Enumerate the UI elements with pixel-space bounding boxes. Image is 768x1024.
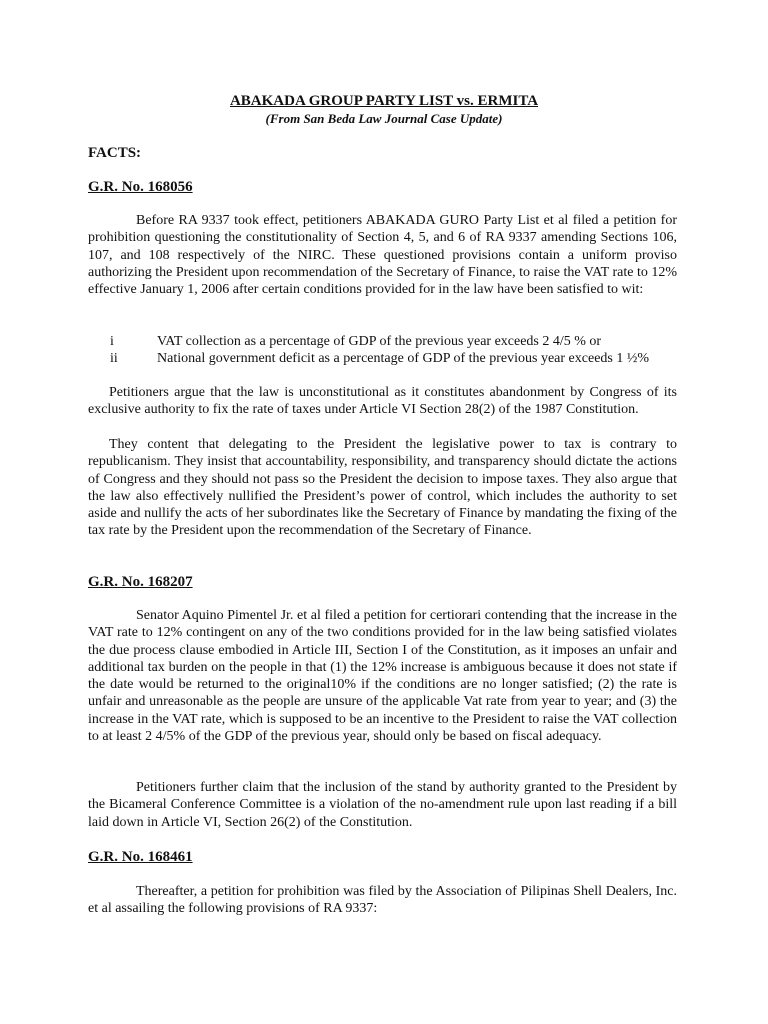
section-heading-168056: G.R. No. 168056 bbox=[88, 179, 193, 195]
facts-heading: FACTS: bbox=[88, 145, 142, 161]
paragraph: Thereafter, a petition for prohibition was filed by the Association of Pilipinas Shell Dealers, Inc. et al assailing the following provisions of RA 9337: bbox=[88, 884, 677, 917]
list-item bbox=[88, 333, 688, 350]
section-heading-168207: G.R. No. 168207 bbox=[88, 574, 193, 590]
paragraph: Petitioners argue that the law is unconstitutional as it constitutes abandonment by Congress of its exclusive authority to fix the rate of taxes under Article VI Section 28(2) of the 1987 Constitution. bbox=[88, 385, 677, 418]
paragraph: Petitioners further claim that the inclusion of the stand by authority granted to the President by the Bicameral Conference Committee is a violation of the no-amendment rule upon last reading if a bill laid down in Article VI, Section 26(2) of the Constitution. bbox=[88, 780, 677, 830]
paragraph: Before RA 9337 took effect, petitioners ABAKADA GURO Party List et al filed a petition for prohibition questioning the constitutionality of Section 4, 5, and 6 of RA 9337 amending Sections 106, 107, and 108 respectively of the NIRC. These questioned provisions contain a uniform proviso authorizing the President upon recommendation of the Secretary of Finance, to raise the VAT rate to 12% effective January 1, 2006 after certain conditions provided for in the law have been satisfied to wit: bbox=[88, 213, 678, 298]
list-text: VAT collection as a percentage of GDP of the previous year exceeds 2 4/5 % or bbox=[157, 334, 602, 349]
list-item bbox=[88, 350, 688, 367]
paragraph: Senator Aquino Pimentel Jr. et al filed a petition for certiorari contending that the increase in the VAT rate to 12% contingent on any of the two conditions provided for in the law being satisfied violates the due process clause embodied in Article III, Section I of the Constitution, as it imposes an unfair and additional tax burden on the people in that (1) the 12% increase is ambiguous because it does not state if the date would be returned to the original10% if the conditions are no longer satisfied; (2) the rate is unfair and unreasonable as the people are unsure of the applicable Vat rate from year to year; and (3) the increase in the VAT rate, which is supposed to be an incentive to the President to raise the VAT collection to at least 2 4/5% of the GDP of the previous year, should only be based on fiscal adequacy. bbox=[88, 608, 677, 745]
list-marker: ii bbox=[110, 351, 118, 367]
list-text: National government deficit as a percentage of GDP of the previous year exceeds 1 ½% bbox=[157, 351, 650, 367]
conditions-list bbox=[88, 333, 688, 368]
paragraph: They content that delegating to the President the legislative power to tax is contrary to republicanism. They insist that accountability, responsibility, and transparency should dictate the actions of Congress and they should not pass so the President the decision to impose taxes. They also argue that the law also effectively nullified the President’s power of control, which includes the authority to set aside and nullify the acts of her subordinates like the Secretary of Finance by mandating the fixing of the tax rate by the President upon the recommendation of the Secretary of Finance. bbox=[88, 437, 677, 539]
section-heading-168461: G.R. No. 168461 bbox=[88, 849, 193, 865]
document-title: ABAKADA GROUP PARTY LIST vs. ERMITA bbox=[229, 93, 539, 109]
list-marker: i bbox=[110, 334, 114, 349]
document-subtitle: (From San Beda Law Journal Case Update) bbox=[265, 111, 503, 126]
